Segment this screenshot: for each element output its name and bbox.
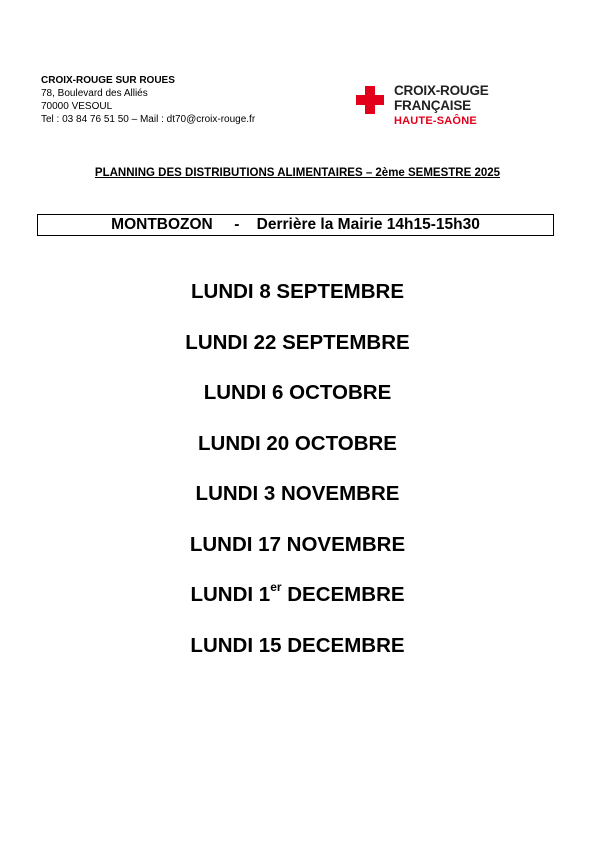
logo-region: HAUTE-SAÔNE <box>394 115 477 127</box>
page-heading <box>0 167 595 179</box>
sender-contact: Tel : 03 84 76 51 50 – Mail : dt70@croix-rouge.fr <box>41 114 256 125</box>
date-item: LUNDI 8 SEPTEMBRE <box>191 280 404 303</box>
sender-org: CROIX-ROUGE SUR ROUES <box>41 75 175 86</box>
date-item: LUNDI 15 DECEMBRE <box>190 633 405 657</box>
page-heading-text: PLANNING DES DISTRIBUTIONS ALIMENTAIRES – 2ème SEMESTRE 2025 <box>94 167 501 179</box>
logo-line-1: CROIX-ROUGE <box>394 83 489 98</box>
logo-line-2: FRANÇAISE <box>394 98 471 113</box>
red-cross-icon <box>356 86 384 114</box>
sender-block <box>41 74 255 126</box>
croix-rouge-logo <box>356 83 526 131</box>
date-item: LUNDI 22 SEPTEMBRE <box>185 330 410 354</box>
date-item: LUNDI 1er DECEMBRE <box>190 580 405 606</box>
date-item: LUNDI 17 NOVEMBRE <box>189 532 406 556</box>
sender-city: 70000 VESOUL <box>41 101 113 112</box>
date-item: LUNDI 20 OCTOBRE <box>198 431 397 455</box>
date-list <box>0 276 595 680</box>
logo-name <box>394 83 489 113</box>
date-item: LUNDI 6 OCTOBRE <box>203 381 392 404</box>
date-item: LUNDI 3 NOVEMBRE <box>195 482 400 505</box>
location-box: MONTBOZON - Derrière la Mairie 14h15-15h30 <box>37 214 554 236</box>
sender-address: 78, Boulevard des Alliés <box>41 88 148 99</box>
